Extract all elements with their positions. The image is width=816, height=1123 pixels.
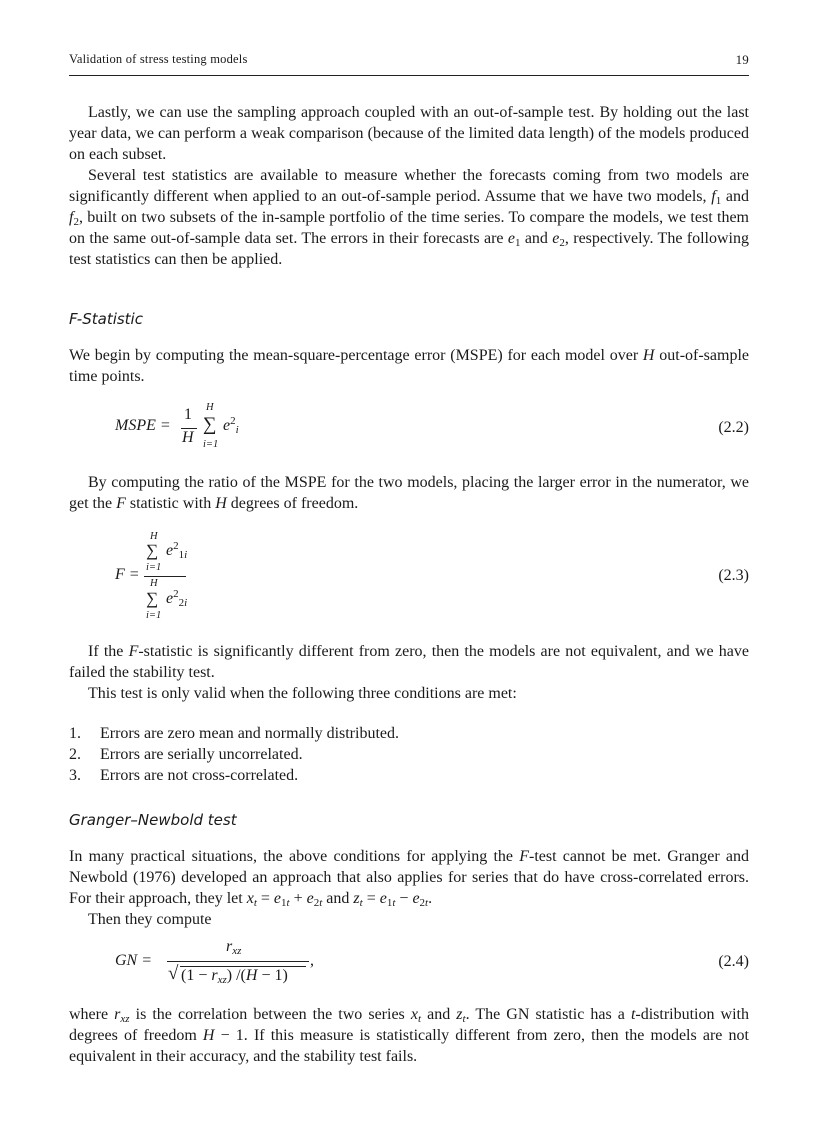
eq23-num-lower: i=1 [146, 562, 162, 573]
paragraph-8: Then they compute [88, 911, 212, 928]
section-heading-granger-newbold: Granger–Newbold test [69, 811, 237, 829]
eq22-lower-limit: i=1 [203, 439, 219, 450]
eq24-number: (2.4) [718, 953, 749, 970]
paragraph-1: Lastly, we can use the sampling approach coupled with an out-of-sample test. By holding out the last year data, we can perform a weak comparison (because of the limited data length) of the models produced on each subset. [69, 104, 749, 163]
conditions-block [69, 641, 749, 786]
eq23-den-upper: H [150, 578, 158, 589]
eq23-lhs: F = [115, 566, 140, 583]
list-item: 2. Errors are serially uncorrelated. [69, 746, 303, 763]
paragraph-4: By computing the ratio of the MSPE for the two models, placing the larger error in the numerator, we get the F statistic with H degrees of freedom. [69, 474, 749, 512]
eq22-lhs: MSPE = [115, 417, 171, 434]
eq22-upper-limit: H [206, 402, 214, 413]
eq23-number: (2.3) [718, 567, 749, 584]
header-rule [69, 75, 749, 76]
list-item: 3. Errors are not cross-correlated. [69, 767, 299, 784]
running-header [69, 52, 749, 74]
eq24-fraction-bar [167, 961, 309, 962]
eq24-denominator: $(1 - r_{xz})$ /(H − 1) [181, 967, 288, 986]
intro-block [69, 102, 749, 270]
eq23-num-term: $e^2_{1i}$ [166, 540, 188, 561]
paragraph-2: Several test statistics are available to measure whether the forecasts coming from two models are significantly different when applied to an out-of-sample period. Assume that we have two models, $f_1$ and $f_2$, built on two subsets of the in-sample portfolio of the time series. To compare the models, we test them on the same out-of-sample data set. The errors in their forecasts are $e_1$ and $e_2$, respectively. The following test statistics can then be applied. [69, 167, 750, 268]
paragraph-5: If the F-statistic is significantly different from zero, then the models are not equivalent, and we have failed the stability test. [69, 643, 749, 681]
paragraph-6: This test is only valid when the following three conditions are met: [88, 685, 517, 702]
eq22-term: $e^2_i$ [223, 415, 239, 436]
eq24-comma: , [310, 952, 314, 969]
eq23-den-sum: ∑ [146, 589, 159, 608]
section-heading-f-statistic: F-Statistic [69, 310, 143, 328]
page-number: 19 [735, 52, 749, 67]
eq23-num-sum: ∑ [146, 541, 159, 560]
eq22-denominator: H [182, 429, 194, 446]
running-title: Validation of stress testing models [69, 52, 248, 66]
eq24-lhs: GN = [115, 952, 153, 969]
eq22-numerator: 1 [184, 406, 192, 423]
eq23-den-term: $e^2_{2i}$ [166, 588, 188, 609]
eq23-den-lower: i=1 [146, 610, 162, 621]
paragraph-9: where $r_{xz}$ is the correlation between the two series $x_t$ and $z_t$. The GN statistic has a t-distribution with degrees of freedom H − 1. If this measure is statistically different from zero, then the models are not equivalent in their accuracy, and the stability test fails. [69, 1006, 750, 1065]
conditions-list [69, 723, 749, 786]
eq23-fraction-bar [144, 576, 186, 577]
paragraph-3: We begin by computing the mean-square-percentage error (MSPE) for each model over H out-of-sample time points. [69, 347, 750, 385]
gn-intro-block [69, 846, 749, 930]
eq22-sum: ∑ [203, 414, 217, 435]
list-item: 1. Errors are zero mean and normally distributed. [69, 725, 399, 742]
eq24-sqrt-sign: √ [168, 963, 179, 984]
eq24-numerator: $r_{xz}$ [226, 938, 242, 957]
paragraph-7: In many practical situations, the above conditions for applying the F-test cannot be met. Granger and Newbold (1976) developed an approach that also applies for series that do have cross-correlated errors. For their approach, they let $x_t = e_{1t} + e_{2t}$ and $z_t = e_{1t} - e_{2t}$. [69, 848, 749, 909]
eq23-num-upper: H [150, 531, 158, 542]
eq22-number: (2.2) [718, 419, 749, 436]
